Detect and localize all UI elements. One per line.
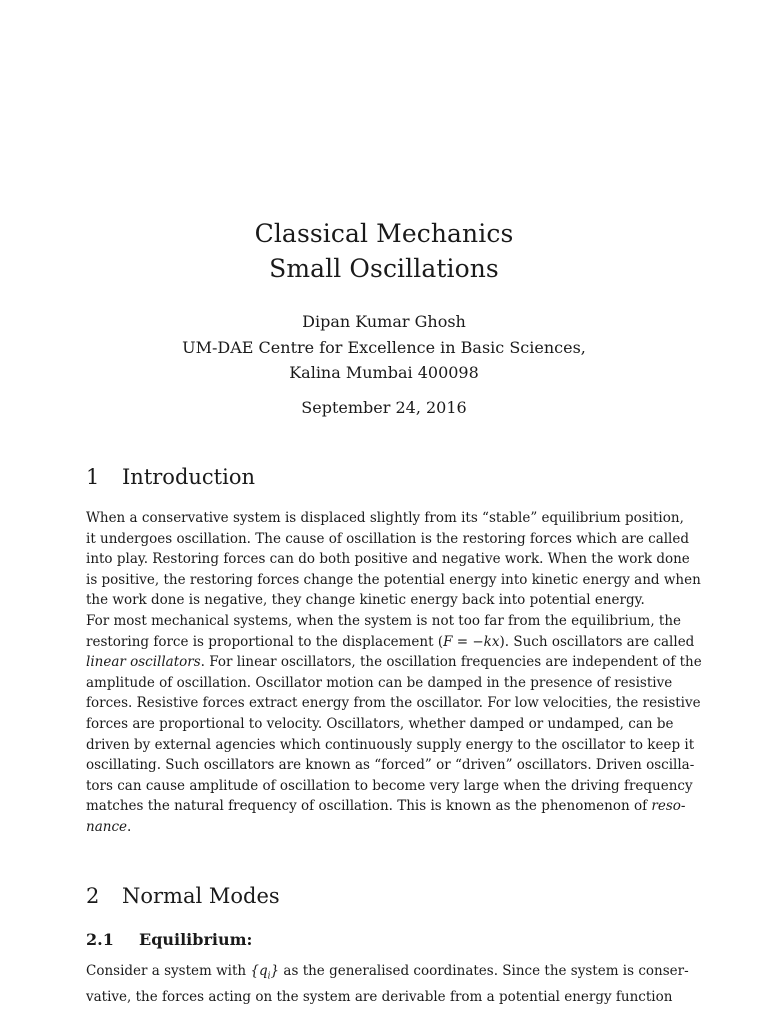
emphasis-resonance: reso- <box>651 798 686 815</box>
section-title: Normal Modes <box>122 884 280 908</box>
author-block <box>0 309 768 386</box>
text-line: driven by external agencies which continuously supply energy to the oscillator to keep it <box>86 736 695 753</box>
section-title: Introduction <box>122 465 255 489</box>
math-text: } <box>270 963 280 979</box>
text-segment: restoring force is proportional to the displacement ( <box>86 633 444 650</box>
text-line: vative, the forces acting on the system are derivable from a potential energy function <box>86 989 673 1006</box>
text-line: When a conservative system is displaced slightly from its “stable” equilibrium position, <box>86 510 684 526</box>
section-heading-introduction <box>86 465 255 489</box>
text-line <box>86 652 702 673</box>
text-line: it undergoes oscillation. The cause of oscillation is the restoring forces which are called <box>86 530 690 547</box>
math-text: {q <box>250 963 268 979</box>
intro-paragraph <box>86 508 702 838</box>
title-line-1: Classical Mechanics <box>254 219 514 248</box>
subsection-title: Equilibrium: <box>139 930 253 949</box>
text-line <box>86 796 686 817</box>
text-segment: . <box>127 818 132 835</box>
text-segment: ). Such oscillators are called <box>499 633 695 650</box>
text-segment: . For linear oscillators, the oscillation frequencies are independent of the <box>200 654 702 671</box>
author-name: Dipan Kumar Ghosh <box>302 312 466 331</box>
paper-title <box>0 216 768 286</box>
emphasis-linear-oscillators: linear oscillators <box>86 654 201 671</box>
text-line: forces are proportional to velocity. Oscillators, whether damped or undamped, can be <box>86 715 674 732</box>
author-address: Kalina Mumbai 400098 <box>289 363 479 382</box>
math-force-equation: F = −kx <box>443 633 500 650</box>
text-line: is positive, the restoring forces change the potential energy into kinetic energy and when <box>86 571 701 588</box>
text-line: For most mechanical systems, when the system is not too far from the equilibrium, the <box>86 612 682 629</box>
text-line: amplitude of oscillation. Oscillator motion can be damped in the presence of resistive <box>86 674 673 691</box>
text-line: oscillating. Such oscillators are known as “forced” or “driven” oscillators. Driven oscilla- <box>86 757 695 774</box>
math-subscript: i <box>267 971 271 982</box>
text-line: forces. Resistive forces extract energy from the oscillator. For low velocities, the resistive <box>86 695 701 712</box>
section-heading-normal-modes <box>86 884 280 908</box>
paper-date: September 24, 2016 <box>301 398 467 417</box>
text-line: the work done is negative, they change kinetic energy back into potential energy. <box>86 592 645 609</box>
section-number: 2 <box>86 884 100 908</box>
title-line-2: Small Oscillations <box>269 254 499 283</box>
math-generalised-coordinates <box>250 963 280 982</box>
author-affiliation: UM-DAE Centre for Excellence in Basic Sciences, <box>182 337 586 357</box>
subsection-number: 2.1 <box>86 930 114 949</box>
text-segment: as the generalised coordinates. Since the system is conser- <box>283 963 689 979</box>
text-line <box>86 961 689 987</box>
equilibrium-paragraph <box>86 961 689 1008</box>
text-segment: matches the natural frequency of oscillation. This is known as the phenomenon of <box>86 798 648 815</box>
text-line <box>86 632 695 653</box>
emphasis-resonance: nance <box>86 818 127 835</box>
text-line <box>86 817 656 838</box>
text-segment: Consider a system with <box>86 963 247 979</box>
section-number: 1 <box>86 465 100 489</box>
text-line: into play. Restoring forces can do both positive and negative work. When the work done <box>86 551 690 568</box>
text-line: tors can cause amplitude of oscillation to become very large when the driving frequency <box>86 777 693 794</box>
subsection-heading-equilibrium <box>86 930 252 949</box>
